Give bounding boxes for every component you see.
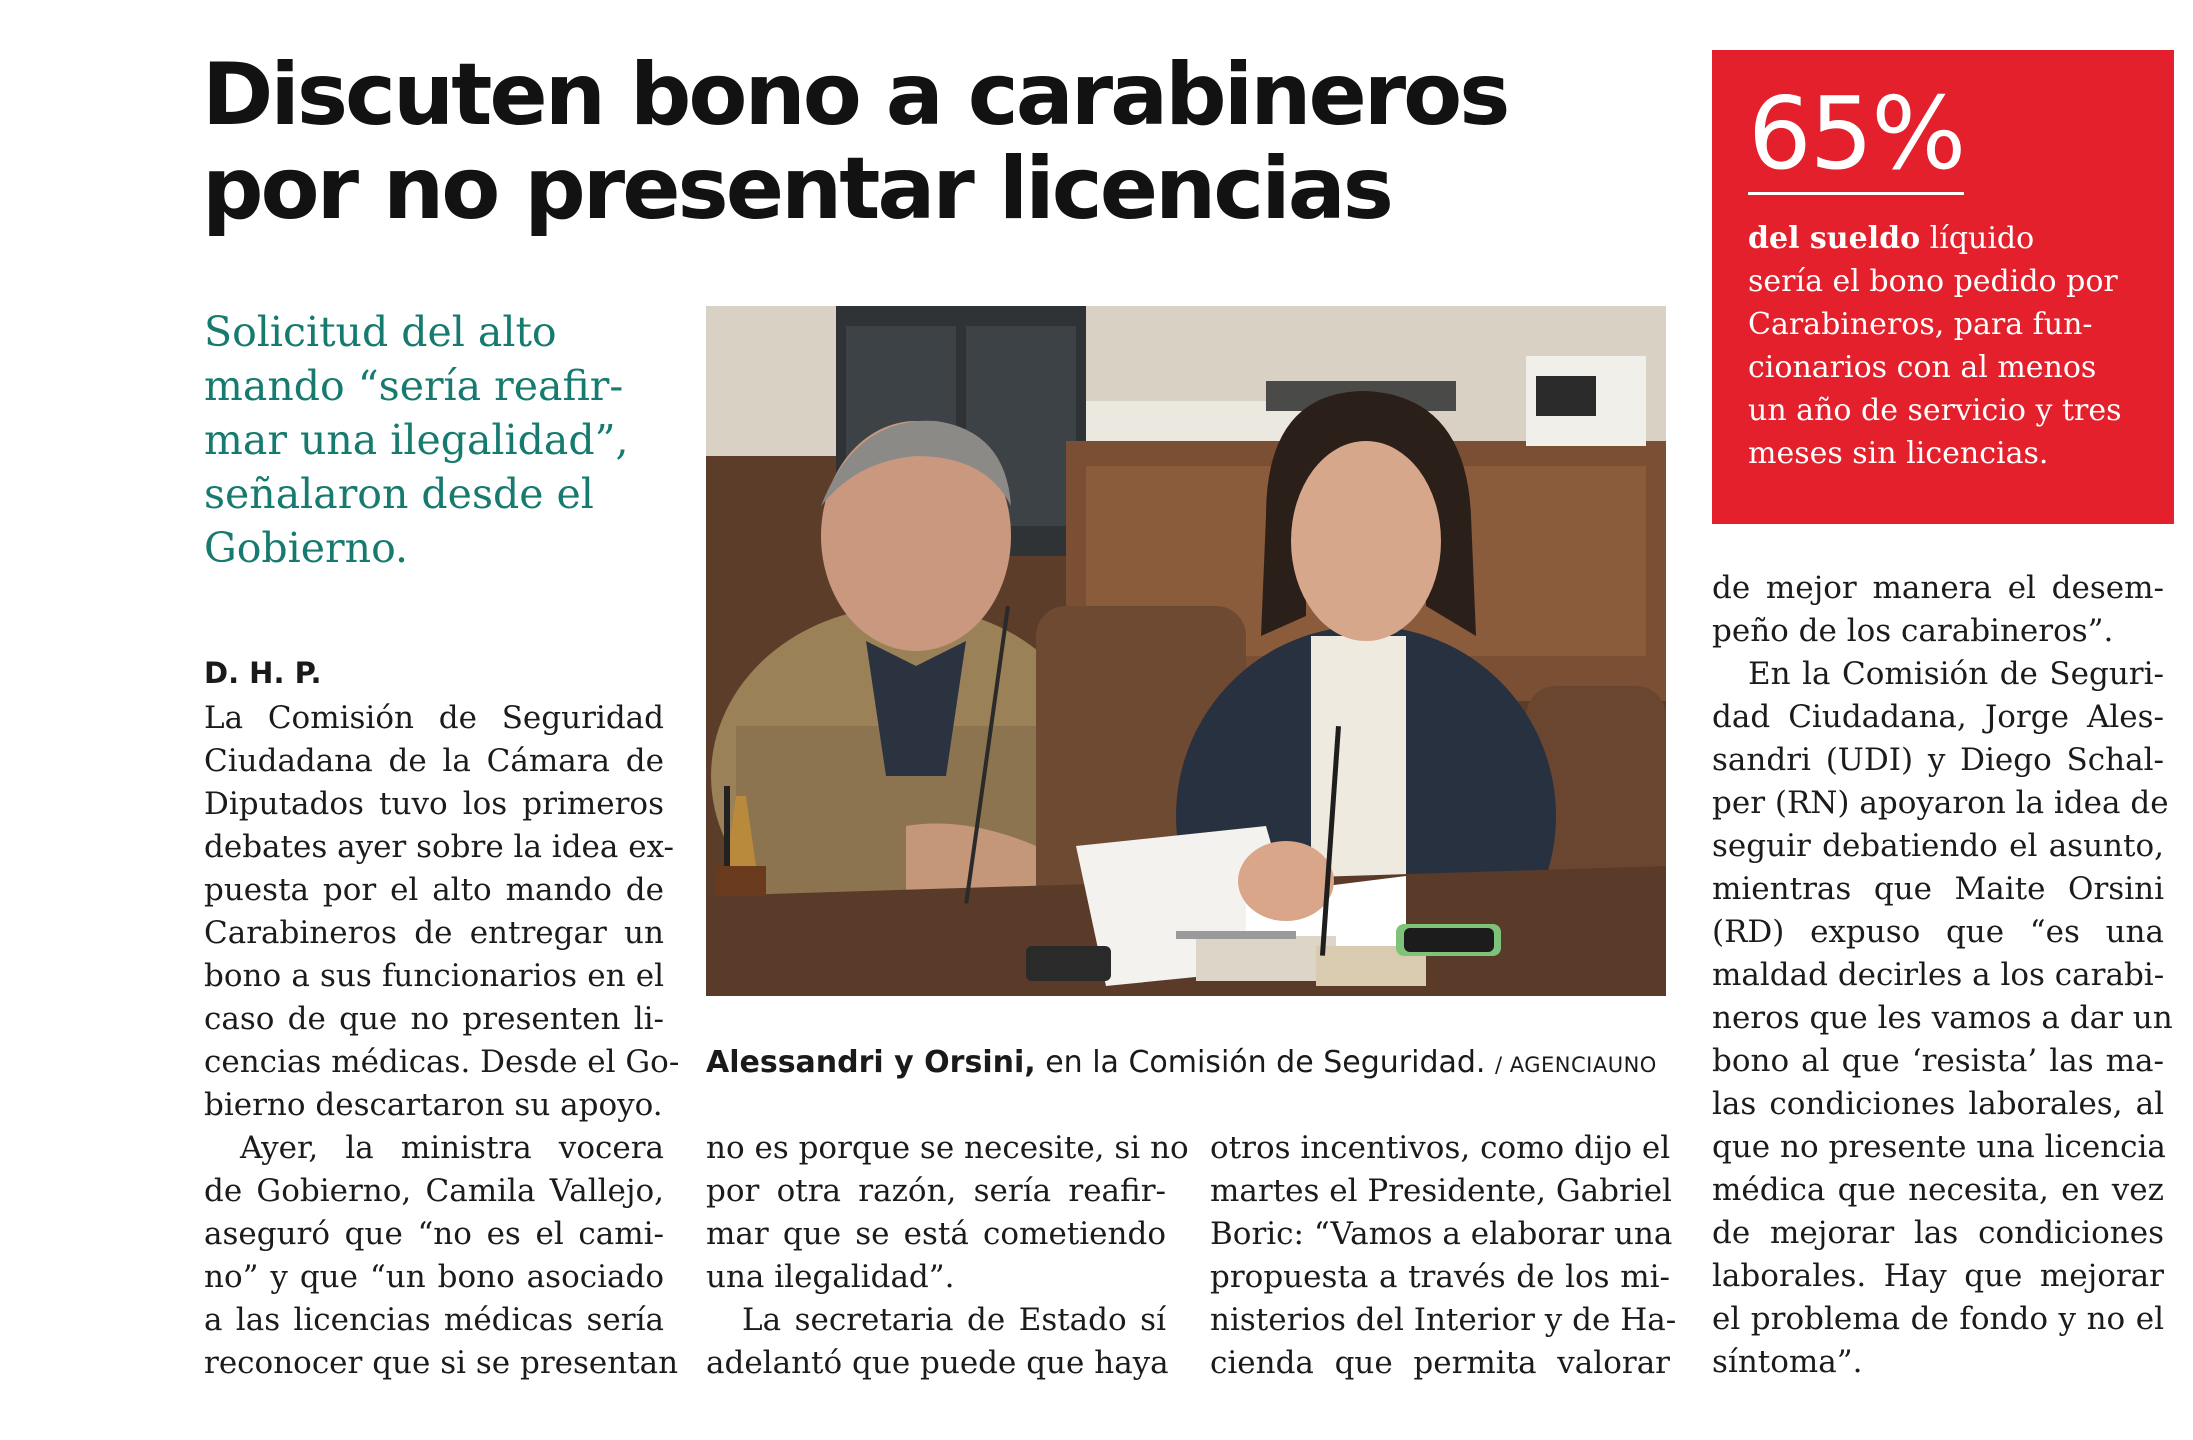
news-photo [706,306,1666,996]
text-line: adelantó que puede que haya [706,1345,1169,1381]
text-line: La secretaria de Estado sí [742,1302,1166,1338]
headline [202,45,1682,239]
text-line: médica que necesita, en vez [1712,1172,2164,1208]
fact-line: un año de servicio y tres [1748,393,2122,428]
text-line: Carabineros de entregar un [204,915,664,951]
fact-line: sería el bono pedido por [1748,264,2118,299]
fact-text [1748,217,2168,475]
text-line: debates ayer sobre la idea ex- [204,829,674,865]
fact-line: Carabineros, para fun- [1748,307,2093,342]
photo-credit: / AGENCIAUNO [1495,1053,1657,1077]
deck-line: mar una ilegalidad”, [204,416,629,464]
text-line: de Gobierno, Camila Vallejo, [204,1173,664,1209]
text-line: mar que se está cometiendo [706,1216,1166,1252]
text-line: a las licencias médicas sería [204,1302,664,1338]
text-line: cienda que permita valorar [1210,1345,1670,1381]
deck-line: Gobierno. [204,524,409,572]
photo-illustration [706,306,1666,996]
fact-line: líquido [1929,221,2035,256]
text-line: una ilegalidad”. [706,1259,955,1295]
fact-box [1712,50,2174,524]
text-line: cencias médicas. Desde el Go- [204,1044,680,1080]
text-line: bono al que ‘resista’ las ma- [1712,1043,2164,1079]
text-line: de mejor manera el desem- [1712,570,2164,606]
fact-line: cionarios con al menos [1748,350,2097,385]
text-line: de mejorar las condiciones [1712,1215,2164,1251]
deck-subheadline [204,305,674,575]
text-line: aseguró que “no es el cami- [204,1216,664,1252]
text-line: bierno descartaron su apoyo. [204,1087,663,1123]
text-line: caso de que no presenten li- [204,1001,664,1037]
text-line: no” y que “un bono asociado [204,1259,664,1295]
headline-line-2: por no presentar licencias [202,139,1391,239]
text-line: dad Ciudadana, Jorge Ales- [1712,699,2164,735]
deck-line: Solicitud del alto [204,308,557,356]
deck-line: señalaron desde el [204,470,594,518]
text-line: La Comisión de Seguridad [204,700,664,736]
text-line: Ciudadana de la Cámara de [204,743,664,779]
caption-bold: Alessandri y Orsini, [706,1045,1036,1080]
byline: D. H. P. [204,656,322,690]
fact-line: meses sin licencias. [1748,436,2049,471]
text-line: reconocer que si se presentan [204,1345,679,1381]
text-line: otros incentivos, como dijo el [1210,1130,1671,1166]
text-line: per (RN) apoyaron la idea de [1712,785,2169,821]
text-line: En la Comisión de Seguri- [1748,656,2164,692]
text-line: que no presente una licencia [1712,1129,2166,1165]
text-line: Diputados tuvo los primeros [204,786,664,822]
text-line: bono a sus funcionarios en el [204,958,664,994]
fact-figure: 65% [1748,80,1964,195]
text-line: sandri (UDI) y Diego Schal- [1712,742,2164,778]
text-line: por otra razón, sería reafir- [706,1173,1166,1209]
text-line: seguir debatiendo el asunto, [1712,828,2164,864]
photo-caption [706,1044,1666,1084]
article-column-3 [1210,1127,1677,1385]
article-column-2 [706,1127,1189,1385]
text-line: peño de los carabineros”. [1712,613,2114,649]
text-line: propuesta a través de los mi- [1210,1259,1670,1295]
article-column-1 [204,697,680,1385]
text-line: las condiciones laborales, al [1712,1086,2164,1122]
text-line: neros que les vamos a dar un [1712,1000,2173,1036]
text-line: mientras que Maite Orsini [1712,871,2164,907]
text-line: Ayer, la ministra vocera [240,1130,664,1166]
article-column-4 [1712,567,2173,1384]
fact-bold: del sueldo [1748,221,1921,256]
text-line: no es porque se necesite, si no [706,1130,1189,1166]
text-line: martes el Presidente, Gabriel [1210,1173,1672,1209]
deck-line: mando “sería reafir- [204,362,624,410]
caption-text: en la Comisión de Seguridad. [1045,1045,1486,1080]
text-line: puesta por el alto mando de [204,872,664,908]
headline-line-1: Discuten bono a carabineros [202,45,1508,145]
text-line: (RD) expuso que “es una [1712,914,2164,950]
text-line: el problema de fondo y no el [1712,1301,2164,1337]
text-line: Boric: “Vamos a elaborar una [1210,1216,1673,1252]
text-line: síntoma”. [1712,1344,1863,1380]
text-line: maldad decirles a los carabi- [1712,957,2165,993]
text-line: nisterios del Interior y de Ha- [1210,1302,1677,1338]
text-line: laborales. Hay que mejorar [1712,1258,2164,1294]
